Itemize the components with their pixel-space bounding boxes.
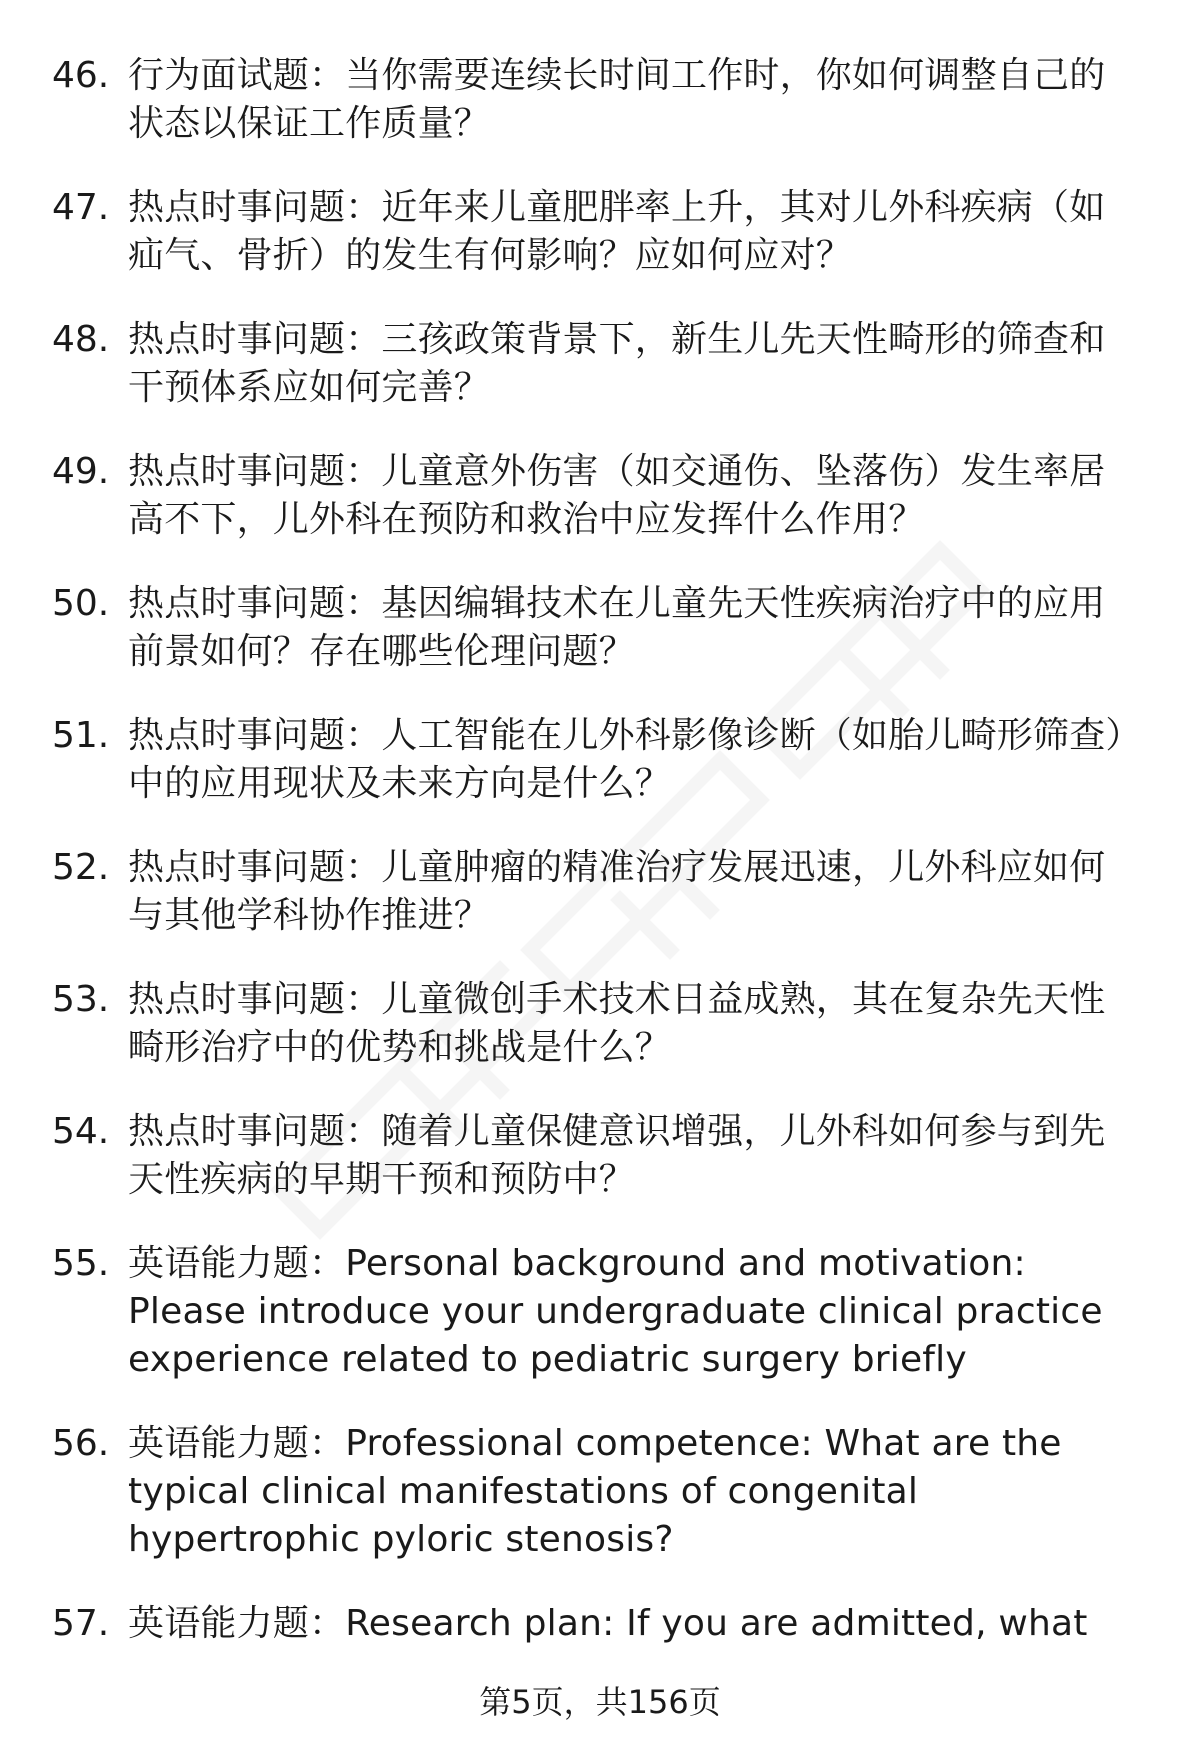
question-text: 热点时事问题：儿童意外伤害（如交通伤、坠落伤）发生率居高不下，儿外科在预防和救治中应发挥什么作用？: [128, 451, 1106, 540]
question-item: [0, 1108, 1200, 1204]
question-list: [0, 52, 1200, 1684]
question-item: [0, 976, 1200, 1072]
question-number: 53.: [52, 979, 110, 1020]
question-item: [0, 1420, 1200, 1564]
question-number: 55.: [52, 1243, 110, 1284]
question-item: [0, 52, 1200, 148]
question-number: 47.: [52, 187, 110, 228]
question-text: 热点时事问题：人工智能在儿外科影像诊断（如胎儿畸形筛查）中的应用现状及未来方向是什么？: [128, 715, 1124, 804]
question-number: 51.: [52, 715, 110, 756]
question-number: 54.: [52, 1111, 110, 1152]
question-item: [0, 1240, 1200, 1384]
question-number: 50.: [52, 583, 110, 624]
question-item: [0, 316, 1200, 412]
question-text: 英语能力题：Professional competence: What are the typical clinical manifestations of congenital hypertrophic pyloric stenosis?: [128, 1423, 1062, 1560]
question-item: [0, 844, 1200, 940]
question-number: 49.: [52, 451, 110, 492]
question-item: [0, 1600, 1200, 1648]
question-text: 热点时事问题：儿童肿瘤的精准治疗发展迅速，儿外科应如何与其他学科协作推进？: [128, 847, 1106, 936]
question-text: 热点时事问题：近年来儿童肥胖率上升，其对儿外科疾病（如疝气、骨折）的发生有何影响？应如何应对？: [128, 187, 1106, 276]
question-number: 56.: [52, 1423, 110, 1464]
question-item: [0, 580, 1200, 676]
question-item: [0, 712, 1200, 808]
question-item: [0, 184, 1200, 280]
question-number: 48.: [52, 319, 110, 360]
question-number: 52.: [52, 847, 110, 888]
page-number: 第5页，共156页: [479, 1683, 721, 1721]
question-text: 英语能力题：Personal background and motivation: Please introduce your undergraduate clinical practice experience related to pediatric surgery briefly: [128, 1243, 1103, 1380]
question-item: [0, 448, 1200, 544]
question-text: 热点时事问题：三孩政策背景下，新生儿先天性畸形的筛查和干预体系应如何完善？: [128, 319, 1106, 408]
question-text: 行为面试题：当你需要连续长时间工作时，你如何调整自己的状态以保证工作质量？: [128, 55, 1106, 144]
question-text: 热点时事问题：儿童微创手术技术日益成熟，其在复杂先天性畸形治疗中的优势和挑战是什么？: [128, 979, 1106, 1068]
question-text: 英语能力题：Research plan: If you are admitted, what: [128, 1603, 1088, 1644]
question-number: 46.: [52, 55, 110, 96]
question-number: 57.: [52, 1603, 110, 1644]
question-text: 热点时事问题：随着儿童保健意识增强，儿外科如何参与到先天性疾病的早期干预和预防中？: [128, 1111, 1106, 1200]
question-text: 热点时事问题：基因编辑技术在儿童先天性疾病治疗中的应用前景如何？存在哪些伦理问题？: [128, 583, 1106, 672]
